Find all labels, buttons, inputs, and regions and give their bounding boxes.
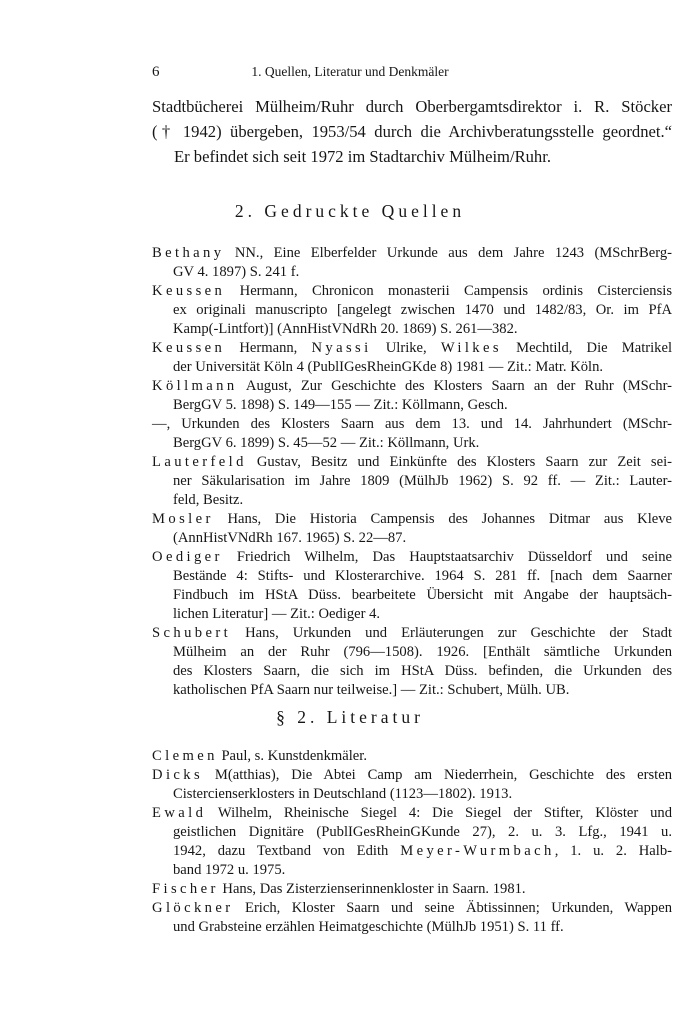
bibliography-entry: Keussen Hermann, Chronicon monasterii Campensis ordinis Cisterciensis ex originali manuscripto [angelegt zwischen 1470 und 1482/83, Or. im PfA Kamp(-Lintfort)] (AnnHistVNdRh 20. 1869) S. 261—382.: [152, 283, 672, 337]
running-title: 1. Quellen, Literatur und Denkmäler: [251, 64, 449, 79]
author-name: Mosler: [152, 511, 214, 527]
author-name: Oediger: [152, 549, 223, 565]
author-name: Keussen: [152, 340, 226, 356]
author-name: Bethany: [152, 245, 225, 261]
coauthor-name: Wilkes: [440, 340, 502, 356]
author-name: Clemen: [152, 748, 218, 764]
section-heading-literatur: § 2. Literatur: [276, 707, 424, 727]
coauthor-name: Meyer-Wurmbach: [400, 843, 555, 859]
bibliography-entry: Keussen Hermann, Nyassi Ulrike, Wilkes Mechtild, Die Matrikel der Universität Köln 4 (PublIGesRheinGKde 8) 1981 — Zit.: Matr. Köln.: [152, 340, 673, 375]
author-name: Lauterfeld: [152, 454, 247, 470]
author-name: Ewald: [152, 805, 207, 821]
author-name: Schubert: [152, 625, 232, 641]
literature-list: [152, 747, 672, 937]
bibliography-entry: Glöckner Erich, Kloster Saarn und seine Äbtissinnen; Urkunden, Wappen und Grabsteine erzählen Heimatgeschichte (MülhJb 1951) S. 11 ff.: [152, 900, 672, 935]
bibliography-entry: Mosler Hans, Die Historia Campensis des Johannes Ditmar aus Kleve (AnnHistVNdRh 167. 1965) S. 22—87.: [152, 511, 672, 546]
bibliography-entry: Bethany NN., Eine Elberfelder Urkunde aus dem Jahre 1243 (MSchrBerg- GV 4. 1897) S. 241 f.: [152, 245, 672, 280]
section-heading-gedruckte-quellen: 2. Gedruckte Quellen: [234, 201, 466, 221]
bibliography-entry: Köllmann August, Zur Geschichte des Klosters Saarn an der Ruhr (MSchr- BergGV 5. 1898) S. 149—155 — Zit.: Köllmann, Gesch.: [152, 378, 672, 413]
bibliography-entry: —, Urkunden des Klosters Saarn aus dem 13. und 14. Jahrhundert (MSchr- BergGV 6. 1899) S. 45—52 — Zit.: Köllmann, Urk.: [152, 416, 672, 451]
bibliography-entry: Ewald Wilhelm, Rheinische Siegel 4: Die Siegel der Stifter, Klöster und geistlichen Dignitäre (PublIGesRheinGKunde 27), 2. u. 3. Lfg., 1941 u. 1942, dazu Textband von Edith Meyer-Wurmbach, 1. u. 2. Halb- band 1972 u. 1975.: [152, 805, 672, 878]
bibliography-entry: Oediger Friedrich Wilhelm, Das Hauptstaatsarchiv Düsseldorf und seine Bestände 4: Stifts- und Klosterarchive. 1964 S. 281 ff. [nach dem Saarner Findbuch im HStA Düss. bearbeitete Übersicht mit Angabe der hauptsäch- lichen Literatur] — Zit.: Oediger 4.: [152, 549, 672, 622]
intro-line: († 1942) übergeben, 1953/54 durch die Archivberatungsstelle geordnet.“: [152, 122, 672, 141]
intro-line: Er befindet sich seit 1972 im Stadtarchiv Mülheim/Ruhr.: [174, 147, 551, 166]
intro-line: Stadtbücherei Mülheim/Ruhr durch Oberbergamtsdirektor i. R. Stöcker: [152, 97, 672, 116]
author-name: Dicks: [152, 767, 204, 783]
author-name: Fischer: [152, 881, 219, 897]
bibliography-entry: Fischer Hans, Das Zisterzienserinnenkloster in Saarn. 1981.: [152, 881, 526, 897]
printed-sources-list: [152, 244, 672, 700]
author-name: Köllmann: [152, 378, 238, 394]
author-name: Glöckner: [152, 900, 234, 916]
bibliography-entry: Dicks M(atthias), Die Abtei Camp am Niederrhein, Geschichte des ersten Cistercienserklosters in Deutschland (1123—1802). 1913.: [152, 767, 672, 802]
bibliography-entry: Lauterfeld Gustav, Besitz und Einkünfte des Klosters Saarn zur Zeit sei- ner Säkularisation im Jahre 1809 (MülhJb 1962) S. 92 ff. — Zit.: Lauter- feld, Besitz.: [152, 454, 672, 508]
coauthor-name: Nyassi: [311, 340, 372, 356]
bibliography-entry: Clemen Paul, s. Kunstdenkmäler.: [152, 748, 367, 764]
bibliography-entry: Schubert Hans, Urkunden und Erläuterungen zur Geschichte der Stadt Mülheim an der Ruhr (796—1508). 1926. [Enthält sämtliche Urkunden des Klosters Saarn, die sich im HStA Düss. befinden, die Urkunden des katholischen PfA Saarn nur teilweise.] — Zit.: Schubert, Mülh. UB.: [152, 625, 672, 698]
intro-paragraph: [152, 94, 672, 169]
author-name: Keussen: [152, 283, 226, 299]
page-number: 6: [152, 64, 160, 80]
